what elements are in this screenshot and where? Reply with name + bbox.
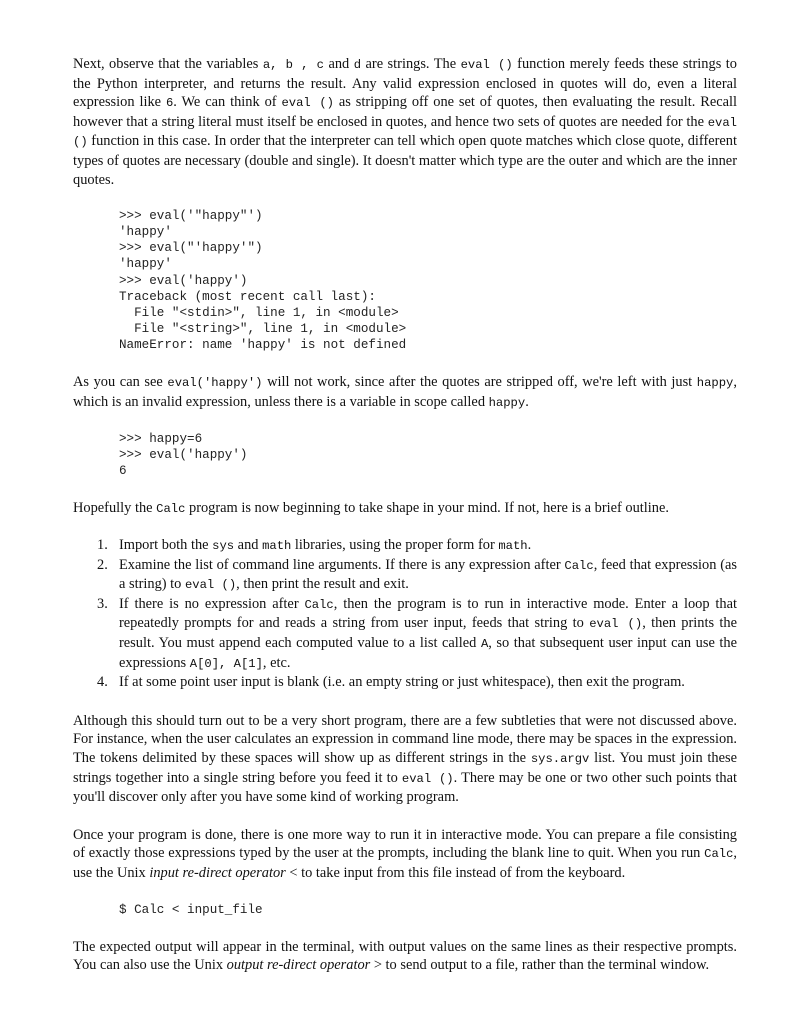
paragraph-eval-strings (73, 55, 737, 189)
inline-code: eval () (184, 578, 237, 593)
inline-code: happy (696, 376, 734, 390)
list-number: 4. (97, 674, 108, 691)
outline-list (73, 536, 737, 692)
inline-code: sys.argv (530, 752, 590, 766)
list-number: 2. (97, 556, 108, 573)
paragraph-input-redirect: Once your program is done, there is one more way to run it in interactive mode. You can prepare a file consisting of exactly those expressions typed by the user at the prompts, including the blank line to quit. When you run Calc, use the Unix input re-direct operator < to take input from this file instead of from the keyboard. (73, 826, 737, 881)
text: program is now beginning to take shape in your mind. If not, here is a brief outline. (185, 500, 669, 517)
text: function merely feeds these strings to the Python interpreter, and returns the result. Any valid expression enclosed in quotes will do, even a literal expression like (73, 56, 737, 111)
inline-code: eval () (460, 58, 513, 72)
list-item: 2. Examine the list of command line arguments. If there is any expression after Calc, feed that expression (as a string) to eval (), then print the result and exit. (97, 556, 737, 593)
text: will not work, since after the quotes are stripped off, we're left with just (262, 374, 697, 390)
text: Hopefully the (73, 500, 157, 517)
list-number: 1. (97, 537, 108, 554)
inline-code: happy (488, 395, 526, 410)
paragraph-eval-happy (73, 373, 737, 412)
inline-code: d (353, 58, 362, 72)
text: Next, observe that the variables (73, 56, 263, 72)
inline-code: eval () (401, 771, 454, 786)
code-block-input-file: $ Calc < input_file (119, 902, 263, 917)
document-page (73, 55, 737, 975)
text: are strings. The (361, 56, 461, 72)
text: and (323, 56, 354, 72)
text: function in this case. In order that the interpreter can tell which open quote matches which close quote, different types of quotes are necessary (double and single). It doesn't matter which type are the outer and which are the inner quotes. (73, 133, 737, 188)
inline-code: eval () (73, 115, 737, 150)
emphasis: output re-direct operator (226, 957, 371, 974)
inline-code: Calc (304, 597, 334, 612)
inline-code: math (262, 539, 292, 554)
text: As you can see (73, 374, 168, 390)
inline-code: math (498, 539, 528, 554)
inline-code: A (480, 637, 489, 652)
inline-code: sys (212, 539, 235, 554)
text: . (525, 393, 529, 410)
inline-code: Calc (564, 558, 594, 573)
paragraph-subtleties: Although this should turn out to be a very short program, there are a few subtleties that were not discussed above. For instance, when the user calculates an expression in command line mode, there may be spaces in the expression. The tokens delimited by these spaces will show up as different strings in the sys.argv list. You must join these strings together into a single string before you feed it to eval (). There may be one or two other such points that you'll discover only after you have some kind of working program. (73, 712, 737, 806)
paragraph-output-redirect: The expected output will appear in the terminal, with output values on the same lines as their respective prompts. You can also use the Unix output re-direct operator > to send output to a file, rather than the terminal window. (73, 938, 737, 974)
code-block-eval-examples: >>> eval('"happy"') 'happy' >>> eval("'happy'") 'happy' >>> eval('happy') Traceback (most recent call last): File "<stdin>", line 1, in <module> File "<string>", line 1, in <module> NameError: name 'happy' is not defined (119, 209, 407, 352)
code-block-happy-variable: >>> happy=6 >>> eval('happy') 6 (119, 432, 248, 479)
inline-code: 6 (165, 96, 174, 111)
emphasis: input re-direct operator (149, 864, 286, 881)
list-item: 3. If there is no expression after Calc, then the program is to run in interactive mode. Enter a loop that repeatedly prompts for and reads a string from user input, feeds that string to eval (), then prints the result. You must append each computed value to a list called A, so that subsequent user input can use the expressions A[0], A[1], etc. (97, 595, 738, 671)
text: as stripping off one set of quotes, then evaluating the result. Recall however that a string literal must itself be enclosed in quotes, and hence two sets of quotes are needed for the (73, 94, 737, 130)
inline-code: a, b , c (262, 58, 324, 72)
inline-code: A[0], A[1] (189, 656, 263, 671)
text: , which is an invalid expression, unless there is a variable in scope called (73, 374, 737, 410)
list-item: 1. Import both the sys and math libraries, using the proper form for math. (97, 537, 532, 554)
paragraph-outline-intro (73, 499, 737, 519)
inline-code: eval () (589, 617, 643, 632)
inline-code: Calc (704, 847, 734, 862)
inline-code: Calc (156, 502, 186, 517)
inline-code: eval () (281, 96, 334, 111)
inline-code: eval('happy') (167, 376, 263, 390)
list-item: 4. If at some point user input is blank (i.e. an empty string or just whitespace), then exit the program. (97, 674, 685, 691)
list-number: 3. (97, 595, 108, 612)
text: . We can think of (173, 94, 282, 111)
